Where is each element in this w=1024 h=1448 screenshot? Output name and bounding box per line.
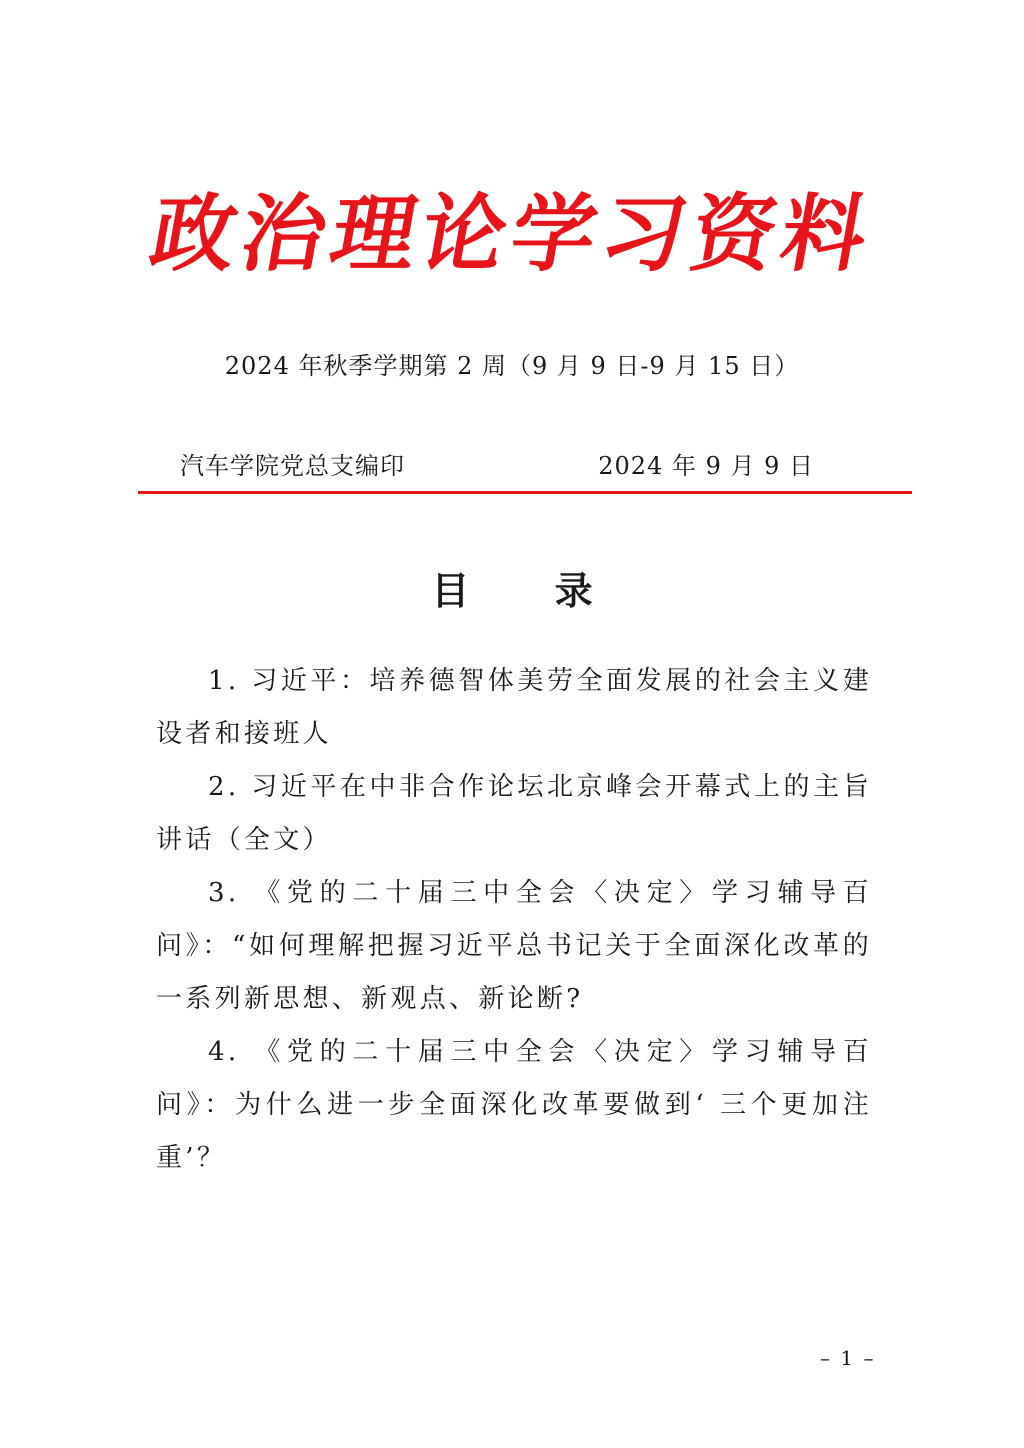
toc-list bbox=[156, 655, 872, 1185]
page-number: – 1 – bbox=[820, 1346, 876, 1370]
red-divider bbox=[138, 491, 912, 494]
toc-heading: 目 录 bbox=[431, 568, 629, 613]
issue-date: 2024 年 9 月 9 日 bbox=[598, 452, 814, 480]
editor-label: 汽车学院党总支编印 bbox=[180, 452, 405, 480]
masthead-title: 政治理论学习资料 bbox=[143, 184, 881, 283]
toc-item-1: 1. 习近平：培养德智体美劳全面发展的社会主义建设者和接班人 bbox=[156, 666, 872, 749]
toc-item-2: 2. 习近平在中非合作论坛北京峰会开幕式上的主旨讲话（全文） bbox=[156, 772, 872, 855]
issue-subtitle: 2024 年秋季学期第 2 周（9 月 9 日-9 月 15 日） bbox=[224, 352, 800, 380]
meta-row bbox=[180, 446, 820, 480]
toc-item-4: 4. 《党的二十届三中全会〈决定〉学习辅导百问》：为什么进一步全面深化改革要做到‘ 三个更加注重’？ bbox=[156, 1037, 872, 1173]
toc-item-3: 3. 《党的二十届三中全会〈决定〉学习辅导百问》：“如何理解把握习近平总书记关于全面深化改革的一系列新思想、新观点、新论断? bbox=[156, 878, 872, 1014]
